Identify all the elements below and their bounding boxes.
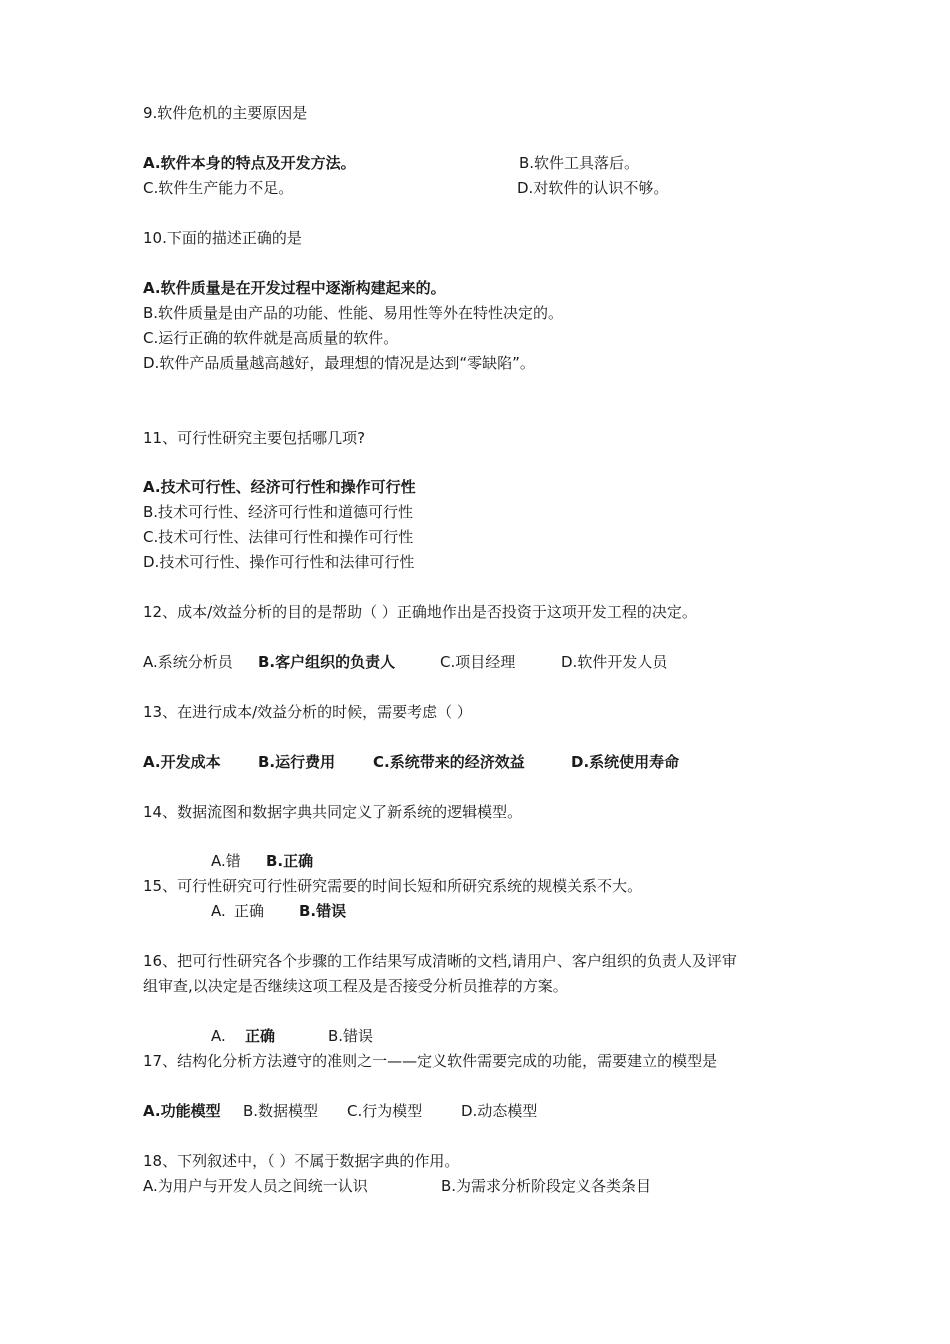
q17-option-d: D.动态模型 [461,1102,538,1120]
q10-stem: 10.下面的描述正确的是 [143,229,302,247]
q17-stem: 17、结构化分析方法遵守的准则之一——定义软件需要完成的功能，需要建立的模型是 [143,1052,718,1070]
q16-stem-line1: 16、把可行性研究各个步骤的工作结果写成清晰的文档,请用户、客户组织的负责人及评审 [143,952,737,970]
q16-stem-line2: 组审查,以决定是否继续这项工程及是否接受分析员推荐的方案。 [143,977,568,995]
q13-option-d: D.系统使用寿命 [571,753,680,771]
q18-option-a: A.为用户与开发人员之间统一认识 [143,1177,368,1195]
q14-stem: 14、数据流图和数据字典共同定义了新系统的逻辑模型。 [143,803,523,821]
q11-stem: 11、可行性研究主要包括哪几项? [143,429,366,447]
q12-option-a: A.系统分析员 [143,653,233,671]
q15-option-a-text: 正确 [234,902,265,920]
q9-option-c: C.软件生产能力不足。 [143,179,294,197]
q12-stem: 12、成本/效益分析的目的是帮助（ ）正确地作出是否投资于这项开发工程的决定。 [143,603,697,621]
q10-option-d: D.软件产品质量越高越好，最理想的情况是达到“零缺陷”。 [143,354,535,372]
q11-option-d: D.技术可行性、操作可行性和法律可行性 [143,553,415,571]
q16-option-b: B.错误 [328,1027,374,1045]
q14-option-b: B.正确 [266,852,314,870]
q12-option-d: D.软件开发人员 [561,653,668,671]
q17-option-a: A.功能模型 [143,1102,221,1120]
q15-option-a-label: A. [211,902,226,920]
q9-option-b: B.软件工具落后。 [519,154,640,172]
q15-stem: 15、可行性研究可行性研究需要的时间长短和所研究系统的规模关系不大。 [143,877,643,895]
q12-option-c: C.项目经理 [440,653,516,671]
q9-option-a: A.软件本身的特点及开发方法。 [143,154,356,172]
q12-option-b: B.客户组织的负责人 [258,653,396,671]
q13-option-c: C.系统带来的经济效益 [373,753,525,771]
q13-option-b: B.运行费用 [258,753,336,771]
q18-option-b: B.为需求分析阶段定义各类条目 [441,1177,652,1195]
q11-option-b: B.技术可行性、经济可行性和道德可行性 [143,503,414,521]
q9-stem: 9.软件危机的主要原因是 [143,104,308,122]
q18-stem: 18、下列叙述中，（ ）不属于数据字典的作用。 [143,1152,460,1170]
q11-option-a: A.技术可行性、经济可行性和操作可行性 [143,478,416,496]
q9-option-d: D.对软件的认识不够。 [517,179,669,197]
q10-option-a: A.软件质量是在开发过程中逐渐构建起来的。 [143,279,446,297]
q17-option-b: B.数据模型 [243,1102,319,1120]
q17-option-c: C.行为模型 [347,1102,423,1120]
q14-option-a: A.错 [211,852,241,870]
q10-option-c: C.运行正确的软件就是高质量的软件。 [143,329,399,347]
q13-stem: 13、在进行成本/效益分析的时候，需要考虑（ ） [143,703,472,721]
q13-option-a: A.开发成本 [143,753,221,771]
q16-option-a-text: 正确 [245,1027,276,1045]
q16-option-a-label: A. [211,1027,226,1045]
q15-option-b: B.错误 [299,902,347,920]
q10-option-b: B.软件质量是由产品的功能、性能、易用性等外在特性决定的。 [143,304,564,322]
q11-option-c: C.技术可行性、法律可行性和操作可行性 [143,528,414,546]
